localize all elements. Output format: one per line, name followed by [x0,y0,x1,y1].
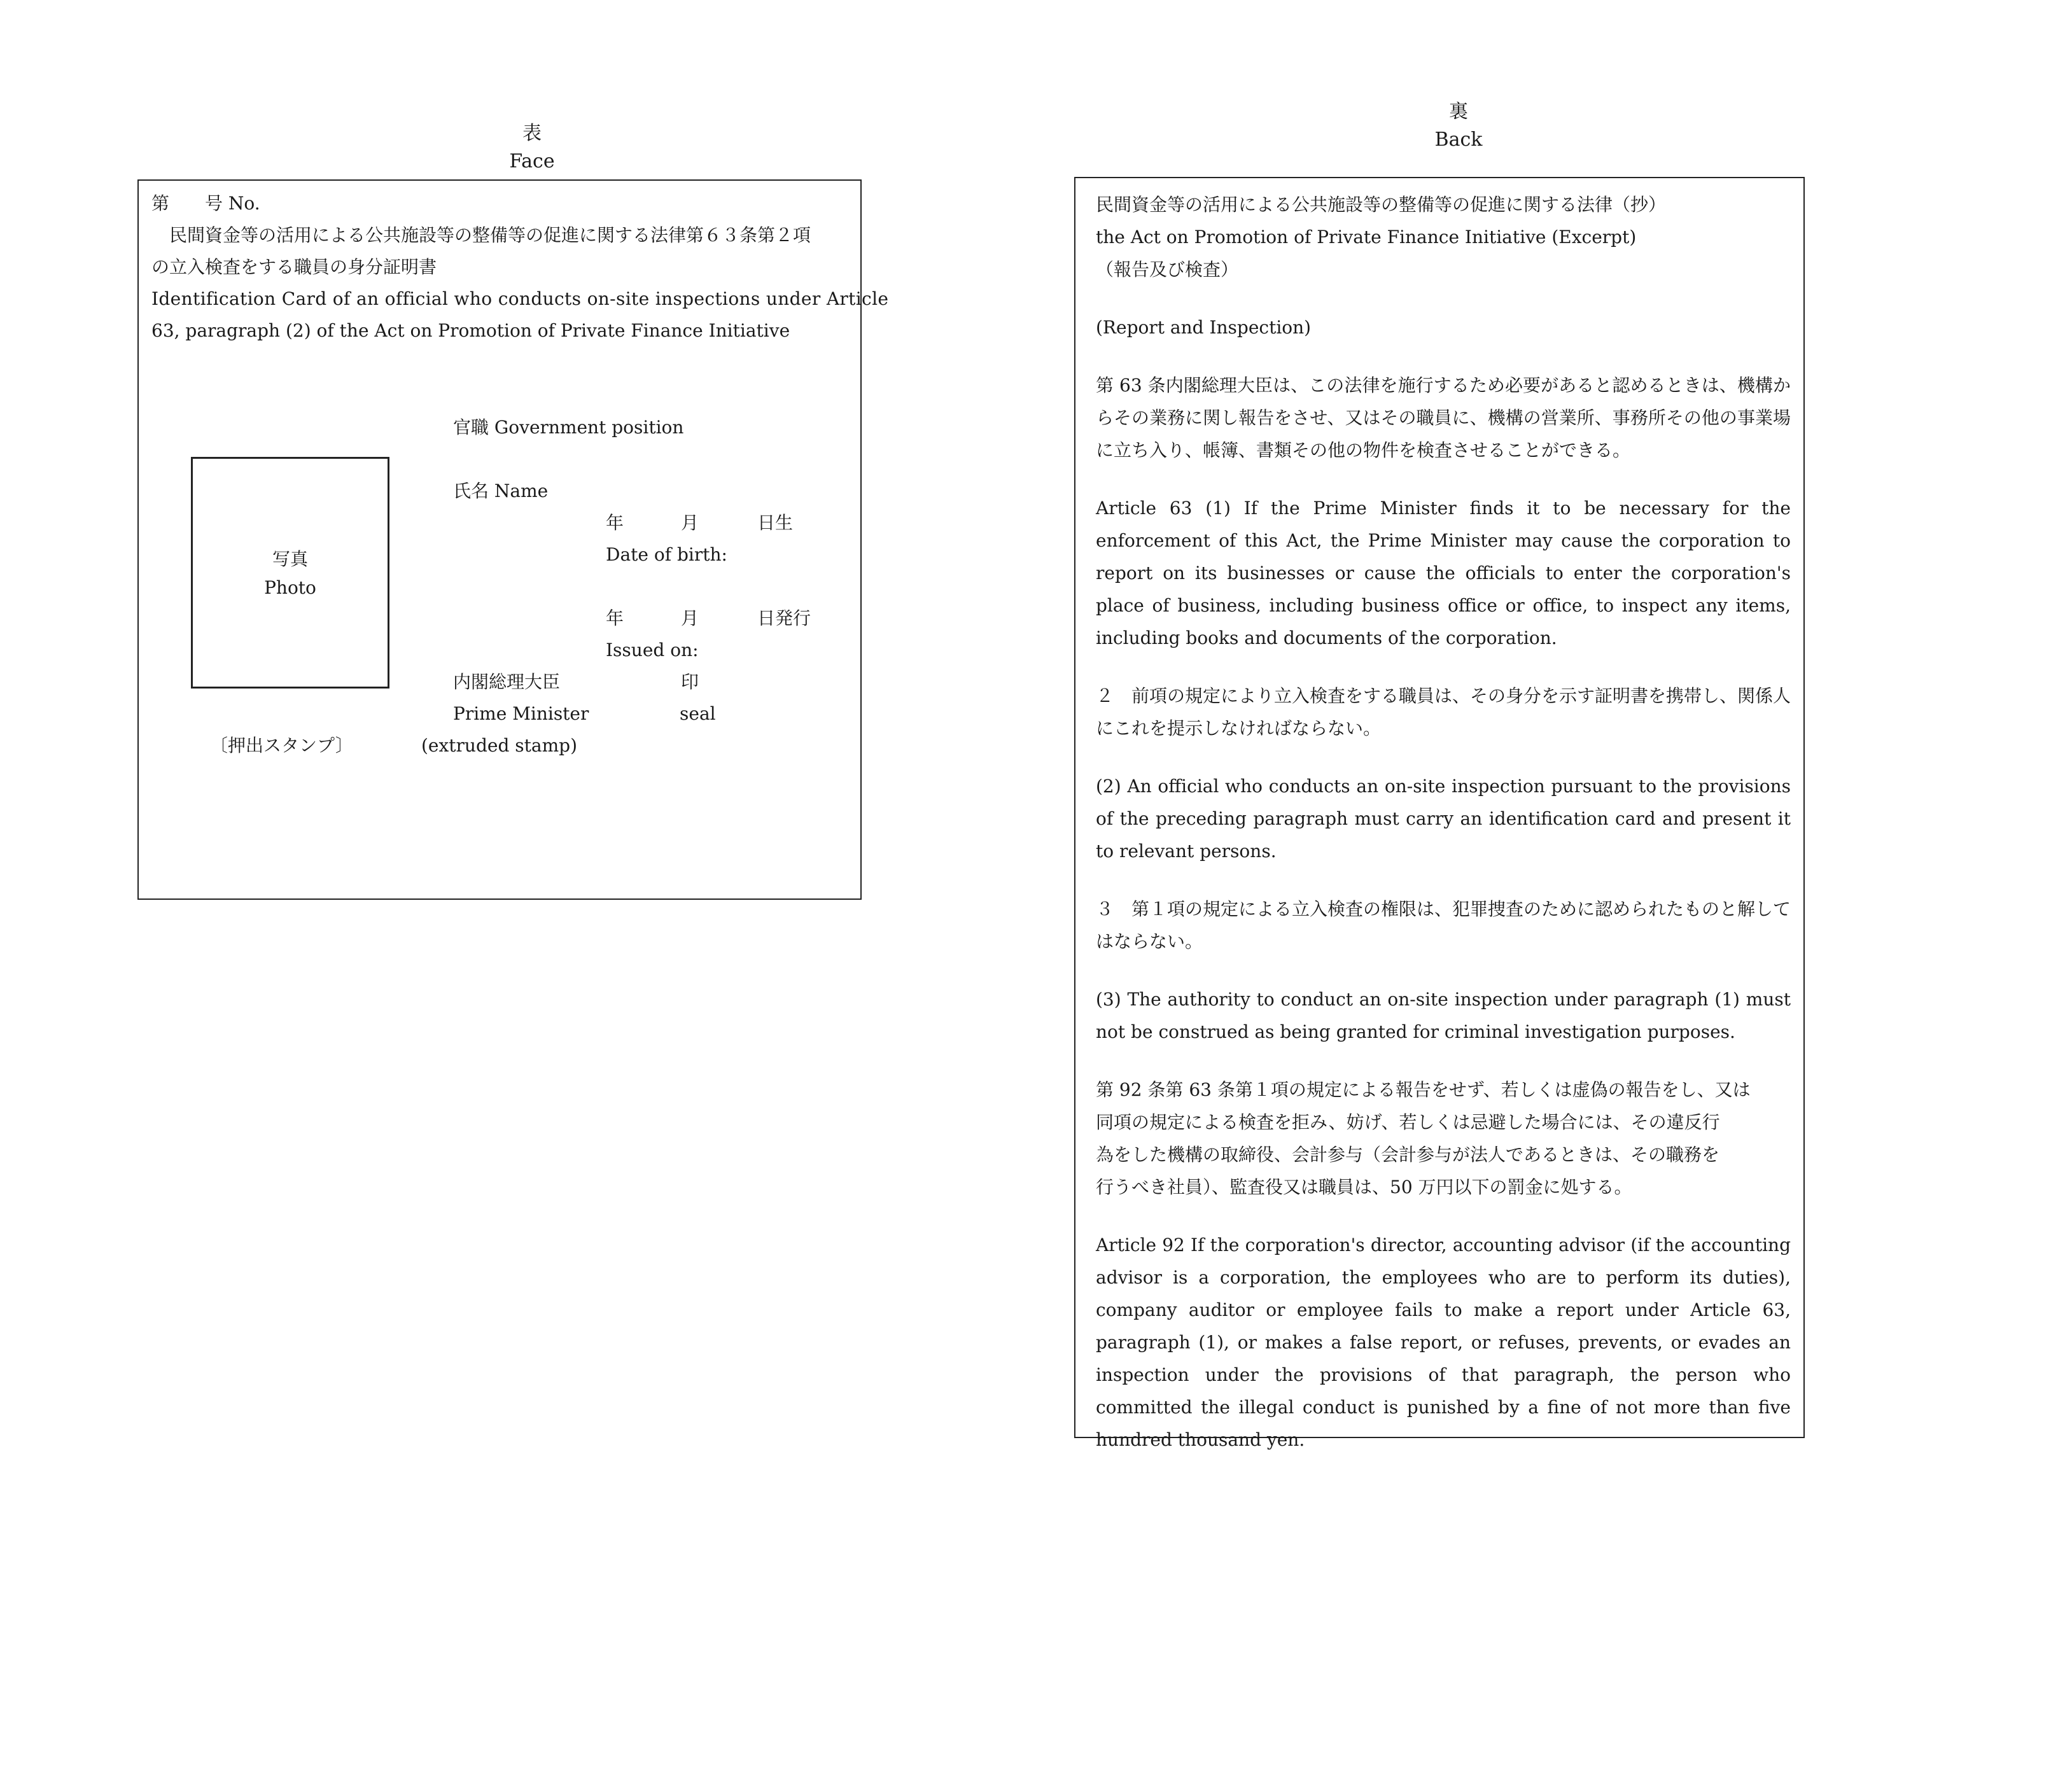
paragraph-3-jp: ３ 第１項の規定による立入検査の権限は、犯罪捜査のために認められたものと解してはならない。 [1096,898,1791,952]
article-92-jp-line1: 第 92 条第 63 条第１項の規定による報告をせず、若しくは虚偽の報告をし、又は [1096,1079,1751,1100]
law-title-en: the Act on Promotion of Private Finance Initiative (Excerpt) [1096,227,1637,248]
dob-year: 年 [606,512,624,533]
card-title-jp-line2: の立入検査をする職員の身分証明書 [151,256,437,277]
card-title-jp-line1: 民間資金等の活用による公共施設等の整備等の促進に関する法律第６３条第２項 [151,225,811,246]
face-heading-jp: 表 [522,122,542,144]
issue-label: Issued on: [606,640,699,661]
photo-label-en: Photo [264,577,316,598]
stamp-jp: 〔押出スタンプ〕 [210,735,353,756]
paragraph-3-en: (3) The authority to conduct an on-site inspection under paragraph (1) must not be construed as being granted for criminal investigation purposes. [1096,989,1791,1042]
article-92-jp-line4: 行うべき社員）、監査役又は職員は、50 万円以下の罰金に処する。 [1096,1177,1632,1198]
section-heading-en: (Report and Inspection) [1096,317,1312,338]
back-heading-jp: 裏 [1449,101,1468,123]
article-92-jp-line3: 為をした機構の取締役、会計参与（会計参与が法人であるときは、その職務を [1096,1144,1720,1165]
section-heading-jp: （報告及び検査） [1096,259,1239,280]
issue-day: 日発行 [757,608,811,629]
dob-day: 日生 [757,512,794,533]
back-card-body [1096,188,1791,1456]
face-heading-en: Face [509,150,555,172]
prime-minister-jp: 内閣総理大臣 [453,671,561,692]
article-63-en: Article 63 (1) If the Prime Minister finds it to be necessary for the enforcement of this Act, the Prime Minister may cause the corporation to report on its businesses or cause the officials to enter the corporation's place of business, including business office or office, to inspect any items, including books and documents of the corporation. [1096,498,1791,648]
back-heading-en: Back [1434,129,1483,151]
dob-label: Date of birth: [606,544,727,565]
issue-year: 年 [606,608,624,629]
seal-en: seal [680,703,716,724]
issue-month: 月 [681,608,699,629]
stamp-en: (extruded stamp) [421,735,577,756]
article-92-en: Article 92 If the corporation's director, accounting advisor (if the accounting advisor is a corporation, the employees who are to perform its duties), company auditor or employee fails to make a report under Article 63, paragraph (1), or makes a false report, or refuses, prevents, or evades an inspection under the provisions of that paragraph, the person who committed the illegal conduct is punished by a fine of not more than five hundred thousand yen. [1096,1234,1791,1450]
article-92-jp-line2: 同項の規定による検査を拒み、妨げ、若しくは忌避した場合には、その違反行 [1096,1112,1720,1133]
position-label: 官職 Government position [453,417,684,438]
dob-month: 月 [681,512,699,533]
card-title-en-line1: Identification Card of an official who conducts on-site inspections under Article [151,288,889,309]
article-63-jp: 第 63 条内閣総理大臣は、この法律を施行するため必要があると認めるときは、機構からその業務に関し報告をさせ、又はその職員に、機構の営業所、事務所その他の事業場に立ち入り、帳簿、書類その他の物件を検査させることができる。 [1096,375,1791,461]
paragraph-2-en: (2) An official who conducts an on-site inspection pursuant to the provisions of the preceding paragraph must carry an identification card and present it to relevant persons. [1096,776,1791,862]
paragraph-2-jp: ２ 前項の規定により立入検査をする職員は、その身分を示す証明書を携帯し、関係人にこれを提示しなければならない。 [1096,685,1791,739]
photo-placeholder [191,457,389,689]
prime-minister-en: Prime Minister [453,703,589,724]
seal-jp: 印 [681,671,699,692]
photo-label-jp: 写真 [272,549,308,570]
name-label: 氏名 Name [453,480,549,501]
card-title-en-line2: 63, paragraph (2) of the Act on Promotion of Private Finance Initiative [151,320,790,341]
law-title-jp: 民間資金等の活用による公共施設等の整備等の促進に関する法律（抄） [1096,194,1667,215]
card-number-line: 第 号 No. [151,193,260,214]
